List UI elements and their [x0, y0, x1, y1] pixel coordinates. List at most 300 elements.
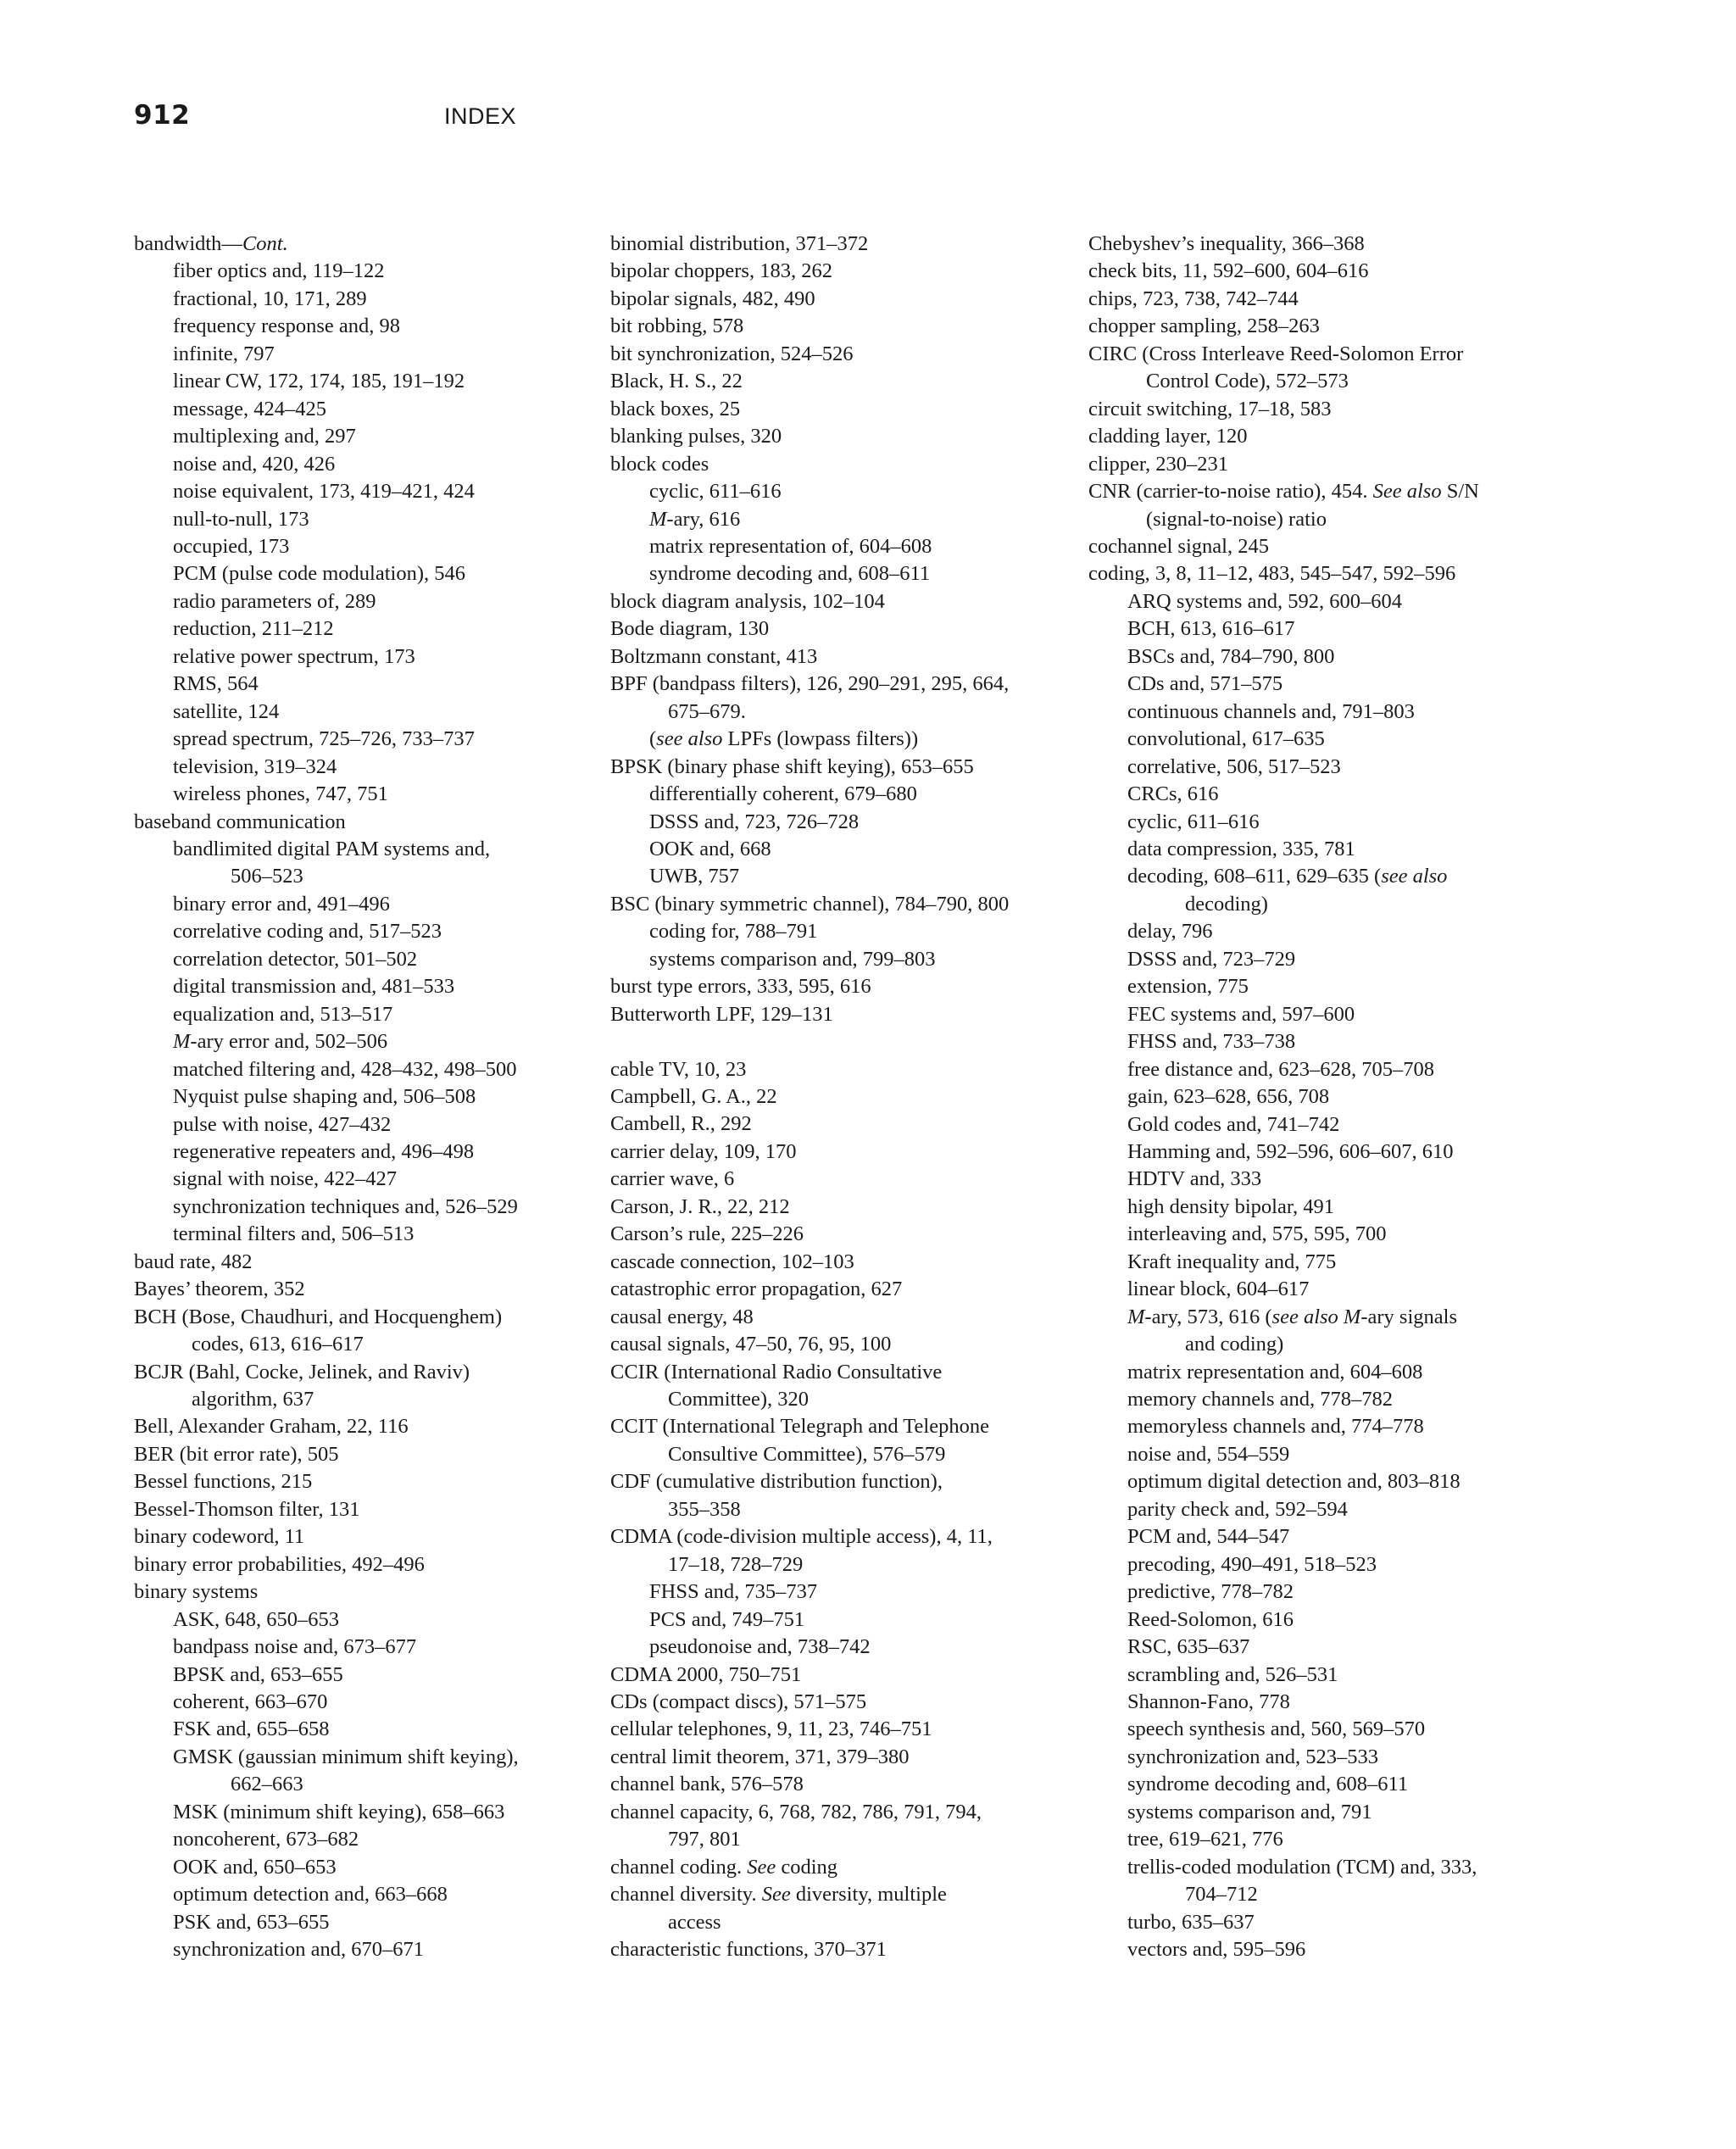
index-entry-text: 506–523	[231, 865, 303, 888]
index-entry-text: M	[649, 507, 667, 531]
index-entry-text: multiplexing and, 297	[173, 425, 356, 448]
index-subentry	[134, 423, 609, 450]
index-subentry	[1088, 1771, 1563, 1798]
index-entry-text: Bell, Alexander Graham, 22, 116	[134, 1415, 409, 1439]
index-entry-continuation	[1088, 1331, 1563, 1358]
index-entry	[610, 891, 1085, 918]
index-subentry	[134, 1662, 609, 1689]
index-entry	[610, 1936, 1085, 1963]
index-subentry	[1088, 973, 1563, 1000]
index-entry-continuation	[1088, 368, 1563, 395]
index-entry-text: terminal filters and, 506–513	[173, 1222, 415, 1246]
index-entry	[610, 1468, 1085, 1495]
index-subentry	[1088, 1028, 1563, 1055]
index-subentry	[134, 754, 609, 781]
index-column-3	[1088, 231, 1563, 1964]
index-subentry	[1088, 1826, 1563, 1853]
index-entry-text: bandlimited digital PAM systems and,	[173, 837, 491, 860]
index-entry-text: coding, 3, 8, 11–12, 483, 545–547, 592–596	[1088, 562, 1456, 586]
index-entry-text: RMS, 564	[173, 672, 259, 696]
index-entry-text: codes, 613, 616–617	[192, 1333, 364, 1356]
index-entry-continuation	[134, 1771, 609, 1798]
index-entry-text: DSSS and, 723–729	[1127, 947, 1296, 971]
index-entry-text: Carson’s rule, 225–226	[610, 1222, 804, 1246]
index-subentry	[134, 1689, 609, 1716]
index-entry-text: data compression, 335, 781	[1127, 837, 1355, 860]
index-subentry	[610, 918, 1085, 945]
index-entry-text: carrier delay, 109, 170	[610, 1139, 797, 1163]
index-entry-text: gain, 623–628, 656, 708	[1127, 1085, 1330, 1109]
index-column-1	[134, 231, 609, 1964]
index-entry-text: cascade connection, 102–103	[610, 1250, 854, 1273]
index-entry-text: central limit theorem, 371, 379–380	[610, 1745, 910, 1768]
index-entry	[1088, 258, 1563, 285]
index-entry	[1088, 286, 1563, 313]
index-entry-text: digital transmission and, 481–533	[173, 975, 455, 999]
index-entry-text: access	[668, 1910, 721, 1934]
index-entry-text: Shannon-Fano, 778	[1127, 1690, 1290, 1714]
index-subentry	[1088, 1221, 1563, 1248]
index-subentry	[1088, 671, 1563, 698]
index-entry-text: coherent, 663–670	[173, 1690, 328, 1714]
index-entry-text: FSK and, 655–658	[173, 1718, 330, 1741]
index-entry-text: chopper sampling, 258–263	[1088, 315, 1320, 338]
index-subentry	[610, 781, 1085, 808]
index-subentry	[610, 478, 1085, 505]
index-subentry	[610, 946, 1085, 973]
index-entry	[610, 1359, 1085, 1386]
index-entry-text: CCIR (International Radio Consultative	[610, 1360, 943, 1383]
index-entry-text: MSK (minimum shift keying), 658–663	[173, 1800, 505, 1823]
index-entry	[610, 1083, 1085, 1111]
index-entry	[610, 396, 1085, 423]
index-entry-text: S/N	[1441, 480, 1479, 504]
index-entry-text: BPSK and, 653–655	[173, 1662, 343, 1686]
index-entry-text: vectors and, 595–596	[1127, 1938, 1306, 1962]
index-entry	[610, 1413, 1085, 1440]
index-entry	[610, 1304, 1085, 1331]
index-entry-text: Cont.	[242, 232, 288, 255]
index-entry-text: See	[761, 1883, 791, 1907]
index-entry-text: CDMA 2000, 750–751	[610, 1662, 802, 1686]
index-subentry	[1088, 1194, 1563, 1221]
index-entry	[610, 1056, 1085, 1083]
index-entry-text: optimum detection and, 663–668	[173, 1883, 448, 1907]
index-subentry	[134, 946, 609, 973]
index-subentry	[1088, 1001, 1563, 1028]
index-entry-text: synchronization techniques and, 526–529	[173, 1194, 518, 1218]
index-entry-text: frequency response and, 98	[173, 315, 401, 338]
index-entry-text: 662–663	[231, 1773, 303, 1796]
index-entry	[610, 1799, 1085, 1826]
index-entry-text: CCIT (International Telegraph and Telephone	[610, 1415, 989, 1439]
index-entry	[610, 1881, 1085, 1908]
index-entry-continuation	[1088, 506, 1563, 533]
index-entry-text: Chebyshev’s inequality, 366–368	[1088, 232, 1365, 255]
index-entry	[610, 1689, 1085, 1716]
index-entry-text: 704–712	[1185, 1883, 1258, 1907]
index-entry-text: Consultive Committee), 576–579	[668, 1442, 946, 1466]
index-entry-text: BSC (binary symmetric channel), 784–790, 800	[610, 892, 1010, 916]
index-subentry	[1088, 615, 1563, 643]
index-entry-text: Reed-Solomon, 616	[1127, 1607, 1294, 1631]
index-entry-text: chips, 723, 738, 742–744	[1088, 287, 1299, 310]
index-subentry	[1088, 836, 1563, 863]
index-entry-continuation	[610, 699, 1085, 726]
index-entry-text: Control Code), 572–573	[1146, 370, 1349, 393]
index-entry-text: binary codeword, 11	[134, 1525, 305, 1549]
index-subentry	[1088, 1523, 1563, 1551]
page-number: 912	[134, 100, 191, 131]
index-entry-text: LPFs (lowpass filters))	[722, 727, 919, 751]
index-entry-text: precoding, 490–491, 518–523	[1127, 1552, 1377, 1576]
index-entry	[1088, 423, 1563, 450]
index-subentry	[1088, 1249, 1563, 1276]
index-entry	[610, 1139, 1085, 1166]
index-entry-text: bit robbing, 578	[610, 315, 744, 338]
index-entry-text: fiber optics and, 119–122	[173, 259, 385, 283]
index-entry-text: GMSK (gaussian minimum shift keying),	[173, 1745, 519, 1768]
index-entry-text: relative power spectrum, 173	[173, 644, 415, 668]
index-subentry	[610, 1634, 1085, 1661]
index-entry	[134, 1359, 609, 1386]
index-subentry	[610, 809, 1085, 836]
index-entry-text: linear block, 604–617	[1127, 1278, 1310, 1301]
index-subentry	[134, 258, 609, 285]
index-entry-text: PCS and, 749–751	[649, 1607, 805, 1631]
index-entry	[610, 341, 1085, 368]
index-subentry	[134, 918, 609, 945]
index-entry	[610, 643, 1085, 671]
index-entry-text: causal energy, 48	[610, 1305, 754, 1328]
index-entry-text: causal signals, 47–50, 76, 95, 100	[610, 1333, 892, 1356]
index-entry-text: noncoherent, 673–682	[173, 1828, 359, 1851]
index-subentry	[134, 341, 609, 368]
index-entry-continuation	[610, 1826, 1085, 1853]
index-entry-text: fractional, 10, 171, 289	[173, 287, 367, 310]
index-entry-text: noise equivalent, 173, 419–421, 424	[173, 480, 475, 504]
index-entry-text: bipolar choppers, 183, 262	[610, 259, 832, 283]
index-entry-text: correlation detector, 501–502	[173, 947, 418, 971]
index-entry	[134, 1276, 609, 1303]
index-subentry	[1088, 726, 1563, 753]
index-entry-text: channel coding.	[610, 1855, 748, 1879]
index-entry	[610, 1716, 1085, 1743]
index-entry	[610, 1276, 1085, 1303]
index-subentry	[134, 615, 609, 643]
index-subentry	[134, 781, 609, 808]
index-subentry	[1088, 918, 1563, 945]
index-entry	[1088, 451, 1563, 478]
index-entry-text: Gold codes and, 741–742	[1127, 1112, 1340, 1136]
index-entry-text: signal with noise, 422–427	[173, 1167, 398, 1191]
index-entry-text: cyclic, 611–616	[1127, 810, 1260, 833]
index-subentry	[1088, 1606, 1563, 1634]
index-entry-continuation	[1088, 1881, 1563, 1908]
index-subentry	[1088, 1441, 1563, 1468]
index-entry-text: bipolar signals, 482, 490	[610, 287, 815, 310]
index-entry-text: synchronization and, 523–533	[1127, 1745, 1378, 1768]
index-entry-text: systems comparison and, 791	[1127, 1800, 1372, 1823]
index-entry-text: baseband communication	[134, 810, 346, 833]
index-entry-text: channel capacity, 6, 768, 782, 786, 791, 794,	[610, 1800, 982, 1823]
index-subentry	[610, 726, 1085, 753]
index-entry	[134, 1551, 609, 1578]
index-subentry	[1088, 1111, 1563, 1139]
index-subentry	[134, 451, 609, 478]
index-subentry	[1088, 754, 1563, 781]
index-entry-text: coding	[776, 1855, 838, 1879]
index-entry-text: CRCs, 616	[1127, 782, 1219, 806]
index-subentry	[134, 1111, 609, 1139]
index-entry-text: PSK and, 653–655	[173, 1910, 330, 1934]
index-entry-text: see also	[1381, 865, 1448, 888]
index-entry-text: null-to-null, 173	[173, 507, 309, 531]
index-entry-text: matrix representation of, 604–608	[649, 534, 932, 558]
index-entry-text: See	[747, 1855, 776, 1879]
index-subentry	[1088, 1716, 1563, 1743]
index-subentry	[1088, 1854, 1563, 1881]
index-column-2	[610, 231, 1085, 1964]
index-entry-text: occupied, 173	[173, 534, 290, 558]
index-entry-text: binary systems	[134, 1580, 259, 1604]
index-subentry	[134, 478, 609, 505]
index-entry-text: Boltzmann constant, 413	[610, 644, 818, 668]
index-subentry	[1088, 1634, 1563, 1661]
index-entry-text: FHSS and, 735–737	[649, 1580, 818, 1604]
index-entry	[610, 231, 1085, 258]
index-entry-text: turbo, 635–637	[1127, 1910, 1255, 1934]
index-entry-text: continuous channels and, 791–803	[1127, 699, 1415, 723]
index-entry-text: systems comparison and, 799–803	[649, 947, 936, 971]
index-entry-text: CDMA (code-division multiple access), 4, 11,	[610, 1525, 993, 1549]
index-entry-text: Committee), 320	[668, 1388, 810, 1411]
index-entry-text: BPF (bandpass filters), 126, 290–291, 295, 664,	[610, 672, 1010, 696]
index-entry-text: DSSS and, 723, 726–728	[649, 810, 860, 833]
index-subentry	[134, 891, 609, 918]
index-entry-text: BPSK (binary phase shift keying), 653–655	[610, 754, 974, 778]
index-entry-text: binary error and, 491–496	[173, 892, 390, 916]
index-entry-text: Black, H. S., 22	[610, 370, 743, 393]
index-subentry	[134, 1744, 609, 1771]
index-entry-text: 675–679.	[668, 699, 746, 723]
index-entry	[134, 1304, 609, 1331]
index-entry	[1088, 231, 1563, 258]
index-entry-text: channel bank, 576–578	[610, 1773, 804, 1796]
index-subentry	[1088, 1909, 1563, 1936]
index-entry	[610, 588, 1085, 615]
index-entry-text: reduction, 211–212	[173, 617, 334, 641]
index-entry-text: message, 424–425	[173, 397, 326, 420]
index-entry-text: algorithm, 637	[192, 1388, 314, 1411]
index-entry-text: catastrophic error propagation, 627	[610, 1278, 903, 1301]
index-entry-text: Kraft inequality and, 775	[1127, 1250, 1337, 1273]
index-entry-text: binary error probabilities, 492–496	[134, 1552, 425, 1576]
index-subentry	[1088, 1276, 1563, 1303]
index-entry	[134, 1441, 609, 1468]
index-entry	[610, 368, 1085, 395]
index-entry-text: FHSS and, 733–738	[1127, 1030, 1296, 1054]
index-entry-text: 17–18, 728–729	[668, 1552, 804, 1576]
index-entry-text: BCJR (Bahl, Cocke, Jelinek, and Raviv)	[134, 1360, 470, 1383]
index-entry-text: equalization and, 513–517	[173, 1002, 393, 1026]
index-subentry	[1088, 643, 1563, 671]
index-subentry	[134, 1166, 609, 1193]
index-entry-text: coding for, 788–791	[649, 920, 818, 944]
index-entry-text: noise and, 554–559	[1127, 1442, 1290, 1466]
index-subentry	[134, 506, 609, 533]
index-entry-text: linear CW, 172, 174, 185, 191–192	[173, 370, 465, 393]
index-entry	[610, 1001, 1085, 1028]
index-entry-text: Bessel-Thomson filter, 131	[134, 1497, 360, 1521]
index-entry-text: CDF (cumulative distribution function),	[610, 1470, 943, 1494]
index-entry-text: Cambell, R., 292	[610, 1112, 752, 1136]
index-subentry	[610, 863, 1085, 890]
index-entry	[134, 1496, 609, 1523]
index-subentry	[610, 1578, 1085, 1606]
index-entry-text: television, 319–324	[173, 754, 337, 778]
index-subentry	[134, 1716, 609, 1743]
index-subentry	[134, 1221, 609, 1248]
index-entry-continuation	[610, 1551, 1085, 1578]
index-subentry	[1088, 863, 1563, 890]
index-entry-text: convolutional, 617–635	[1127, 727, 1325, 751]
index-entry-text: BER (bit error rate), 505	[134, 1442, 339, 1466]
index-subentry	[1088, 1689, 1563, 1716]
index-entry-text: tree, 619–621, 776	[1127, 1828, 1283, 1851]
index-subentry	[1088, 1662, 1563, 1689]
index-subentry	[134, 396, 609, 423]
index-entry-text: CNR (carrier-to-noise ratio), 454.	[1088, 480, 1373, 504]
index-entry-continuation	[610, 1496, 1085, 1523]
index-entry	[134, 1249, 609, 1276]
index-entry-text: delay, 796	[1127, 920, 1213, 944]
index-entry-text: infinite, 797	[173, 342, 275, 365]
index-entry-text: -ary error and, 502–506	[190, 1030, 388, 1054]
index-subentry	[610, 560, 1085, 587]
index-entry	[1088, 396, 1563, 423]
index-entry-text: extension, 775	[1127, 975, 1249, 999]
index-entry-text: Bessel functions, 215	[134, 1470, 313, 1494]
index-entry	[1088, 533, 1563, 560]
index-entry-text: M	[1127, 1305, 1145, 1328]
index-entry-text: regenerative repeaters and, 496–498	[173, 1139, 475, 1163]
index-entry	[610, 1331, 1085, 1358]
index-subentry	[1088, 1139, 1563, 1166]
index-entry	[1088, 478, 1563, 505]
index-entry-continuation	[610, 1386, 1085, 1413]
index-entry-continuation	[134, 1386, 609, 1413]
index-subentry	[134, 1001, 609, 1028]
index-entry-text: PCM and, 544–547	[1127, 1525, 1290, 1549]
index-entry-text: block codes	[610, 452, 709, 476]
index-entry	[610, 1523, 1085, 1551]
index-entry	[610, 423, 1085, 450]
index-subentry	[1088, 1386, 1563, 1413]
index-entry-text: Campbell, G. A., 22	[610, 1085, 777, 1109]
index-entry-text: decoding)	[1185, 892, 1268, 916]
index-entry	[610, 973, 1085, 1000]
index-entry-text: -ary, 573, 616 (	[1144, 1305, 1272, 1328]
index-entry-text: HDTV and, 333	[1127, 1167, 1262, 1191]
index-entry-text: 355–358	[668, 1497, 741, 1521]
index-entry	[610, 1221, 1085, 1248]
index-subentry	[134, 1799, 609, 1826]
index-subentry	[1088, 1744, 1563, 1771]
index-entry-text: See also	[1372, 480, 1442, 504]
index-entry-text: OOK and, 650–653	[173, 1855, 337, 1879]
index-subentry	[1088, 1468, 1563, 1495]
index-entry-text: -ary, 616	[666, 507, 741, 531]
index-subentry	[1088, 1799, 1563, 1826]
index-entry-text: blanking pulses, 320	[610, 425, 782, 448]
index-entry-text: 797, 801	[668, 1828, 741, 1851]
index-subentry	[1088, 946, 1563, 973]
index-entry-text: ARQ systems and, 592, 600–604	[1127, 589, 1402, 613]
index-subentry	[134, 1139, 609, 1166]
index-entry-text: CDs and, 571–575	[1127, 672, 1283, 696]
index-entry	[1088, 560, 1563, 587]
index-entry-continuation	[1088, 891, 1563, 918]
index-subentry	[134, 313, 609, 340]
index-subentry	[134, 1028, 609, 1055]
index-entry-text: speech synthesis and, 560, 569–570	[1127, 1718, 1426, 1741]
index-subentry	[1088, 1936, 1563, 1963]
index-entry-continuation	[610, 1441, 1085, 1468]
index-subentry	[134, 643, 609, 671]
index-subentry	[134, 836, 609, 863]
index-subentry	[134, 1056, 609, 1083]
index-entry-text: high density bipolar, 491	[1127, 1194, 1334, 1218]
index-entry-continuation	[134, 1331, 609, 1358]
index-entry-text: free distance and, 623–628, 705–708	[1127, 1057, 1434, 1081]
index-entry	[134, 231, 609, 258]
index-subentry	[1088, 781, 1563, 808]
index-entry-text: cyclic, 611–616	[649, 480, 782, 504]
index-subentry	[1088, 1551, 1563, 1578]
index-entry-text: diversity, multiple	[790, 1883, 947, 1907]
index-subentry	[134, 1936, 609, 1963]
index-subentry	[1088, 699, 1563, 726]
index-entry	[610, 1854, 1085, 1881]
index-entry-text: (	[649, 727, 657, 751]
index-entry-text: carrier wave, 6	[610, 1167, 735, 1191]
index-subentry	[610, 506, 1085, 533]
index-subentry	[134, 1854, 609, 1881]
index-entry-text: correlative coding and, 517–523	[173, 920, 442, 944]
index-entry-text: trellis-coded modulation (TCM) and, 333,	[1127, 1855, 1477, 1879]
index-entry-text: parity check and, 592–594	[1127, 1497, 1348, 1521]
index-entry-text: decoding, 608–611, 629–635 (	[1127, 865, 1382, 888]
index-entry-text: Bayes’ theorem, 352	[134, 1278, 305, 1301]
index-entry-text: (signal-to-noise) ratio	[1146, 507, 1327, 531]
index-entry-text: cable TV, 10, 23	[610, 1057, 747, 1081]
index-subentry	[134, 973, 609, 1000]
index-entry-text: binomial distribution, 371–372	[610, 232, 869, 255]
index-entry-text: cellular telephones, 9, 11, 23, 746–751	[610, 1718, 932, 1741]
index-subentry	[134, 368, 609, 395]
index-entry-text: bandwidth—	[134, 232, 242, 255]
index-entry-text: Nyquist pulse shaping and, 506–508	[173, 1085, 476, 1109]
index-entry-text: see also M	[1271, 1305, 1361, 1328]
index-entry-text: channel diversity.	[610, 1883, 762, 1907]
index-entry-text: optimum digital detection and, 803–818	[1127, 1470, 1461, 1494]
index-subentry	[134, 671, 609, 698]
index-entry-text: and coding)	[1185, 1333, 1284, 1356]
index-subentry	[134, 1909, 609, 1936]
index-entry	[1088, 341, 1563, 368]
index-entry	[610, 258, 1085, 285]
